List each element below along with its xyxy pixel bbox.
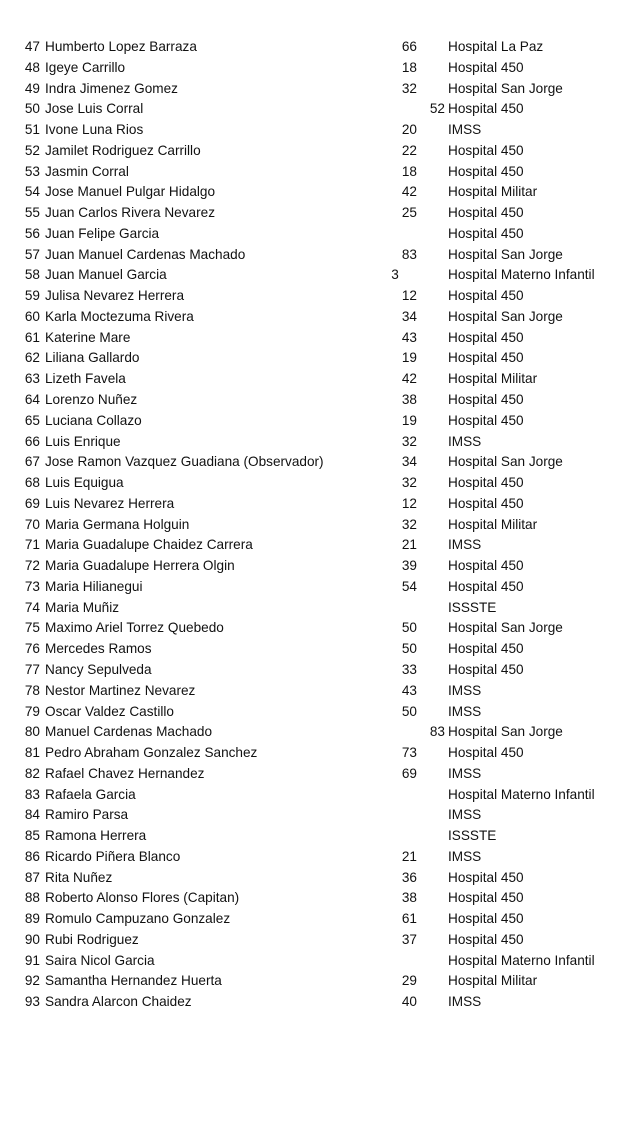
row-number: 62 [24,350,40,366]
row-value: 54 [401,578,417,594]
row-value: 38 [401,890,417,906]
participant-name: Lorenzo Nuñez [45,392,138,408]
row-value: 3 [391,267,399,283]
institution: Hospital San Jorge [448,80,563,96]
row-number: 89 [24,911,40,927]
row-value: 43 [401,329,417,345]
row-number: 88 [24,890,40,906]
institution: Hospital San Jorge [448,246,563,262]
participant-name: Roberto Alonso Flores (Capitan) [45,890,240,906]
list-row [0,473,640,494]
participant-name: Mercedes Ramos [45,641,152,657]
list-row [0,203,640,224]
list-row [0,58,640,79]
row-value: 37 [401,931,417,947]
participant-name: Ricardo Piñera Blanco [45,848,181,864]
row-value: 22 [401,142,417,158]
row-value: 38 [401,392,417,408]
institution: Hospital San Jorge [448,454,563,470]
row-value: 32 [401,433,417,449]
participant-name: Indra Jimenez Gomez [45,80,178,96]
list-row [0,660,640,681]
participant-name: Maximo Ariel Torrez Quebedo [45,620,224,636]
row-value: 18 [401,59,417,75]
participant-name: Luis Nevarez Herrera [45,495,175,511]
row-number: 74 [24,599,40,615]
list-row [0,432,640,453]
row-number: 86 [24,848,40,864]
institution: Hospital 450 [448,142,524,158]
institution: ISSSTE [448,599,497,615]
row-value: 29 [401,973,417,989]
list-row [0,909,640,930]
row-number: 82 [24,765,40,781]
row-number: 60 [24,308,40,324]
participant-name: Karla Moctezuma Rivera [45,308,194,324]
institution: Hospital 450 [448,101,524,117]
list-row [0,847,640,868]
list-row [0,120,640,141]
list-row [0,826,640,847]
participant-name: Rita Nuñez [45,869,113,885]
participant-name: Rafaela Garcia [45,786,136,802]
participant-name: Maria Germana Holguin [45,516,190,532]
row-value: 21 [401,848,417,864]
row-number: 91 [24,952,40,968]
list-row [0,515,640,536]
row-number: 65 [24,412,40,428]
institution: Hospital 450 [448,475,524,491]
row-number: 75 [24,620,40,636]
institution: IMSS [448,537,482,553]
list-row [0,618,640,639]
institution: IMSS [448,682,482,698]
institution: Hospital 450 [448,911,524,927]
row-number: 68 [24,475,40,491]
row-number: 69 [24,495,40,511]
row-value: 61 [401,911,417,927]
row-number: 48 [24,59,40,75]
institution: Hospital Materno Infantil [448,267,595,283]
list-row [0,348,640,369]
row-value: 73 [401,745,417,761]
list-row [0,182,640,203]
participant-name: Ivone Luna Rios [45,122,144,138]
participant-name: Liliana Gallardo [45,350,140,366]
row-number: 52 [24,142,40,158]
row-value: 32 [401,475,417,491]
list-row [0,307,640,328]
row-value: 66 [401,39,417,54]
row-value: 34 [401,454,417,470]
row-value: 69 [401,765,417,781]
row-value: 50 [401,620,417,636]
participant-name: Luis Enrique [45,433,121,449]
row-number: 76 [24,641,40,657]
participant-name: Ramiro Parsa [45,807,129,823]
participant-name: Ramona Herrera [45,828,147,844]
row-number: 55 [24,205,40,221]
row-number: 53 [24,163,40,179]
institution: Hospital 450 [448,890,524,906]
list-row [0,868,640,889]
list-row [0,245,640,266]
list-row [0,99,640,120]
participant-name: Jose Ramon Vazquez Guadiana (Observador) [45,454,324,470]
participant-name: Jamilet Rodriguez Carrillo [45,142,201,158]
row-value: 19 [401,350,417,366]
institution: IMSS [448,122,482,138]
list-row [0,722,640,743]
participant-name: Katerine Mare [45,329,131,345]
institution: IMSS [448,807,482,823]
row-number: 79 [24,703,40,719]
row-number: 81 [24,745,40,761]
row-value: 83 [429,724,445,740]
institution: Hospital San Jorge [448,308,563,324]
row-number: 83 [24,786,40,802]
participant-name: Igeye Carrillo [45,59,126,75]
participant-name: Sandra Alarcon Chaidez [45,994,192,1010]
row-value: 32 [401,516,417,532]
row-number: 90 [24,931,40,947]
row-number: 85 [24,828,40,844]
row-number: 72 [24,558,40,574]
row-value: 52 [429,101,445,117]
row-number: 71 [24,537,40,553]
row-number: 57 [24,246,40,262]
institution: Hospital 450 [448,931,524,947]
list-row [0,141,640,162]
participant-name: Maria Guadalupe Chaidez Carrera [45,537,253,553]
row-number: 64 [24,392,40,408]
list-row [0,79,640,100]
participant-name: Juan Carlos Rivera Nevarez [45,205,215,221]
list-row [0,328,640,349]
row-number: 47 [24,39,40,54]
list-row [0,743,640,764]
row-value: 40 [401,994,417,1010]
participant-name: Luis Equigua [45,475,124,491]
institution: Hospital San Jorge [448,724,563,740]
participant-name: Juan Felipe Garcia [45,225,160,241]
row-number: 73 [24,578,40,594]
institution: Hospital 450 [448,869,524,885]
institution: Hospital 450 [448,745,524,761]
participant-name: Romulo Campuzano Gonzalez [45,911,231,927]
row-value: 33 [401,661,417,677]
institution: Hospital Militar [448,516,538,532]
institution: Hospital Militar [448,973,538,989]
list-row [0,369,640,390]
row-value: 18 [401,163,417,179]
row-number: 93 [24,994,40,1010]
institution: Hospital Militar [448,184,538,200]
institution: Hospital 450 [448,392,524,408]
row-value: 43 [401,682,417,698]
row-value: 12 [401,288,417,304]
institution: Hospital 450 [448,495,524,511]
participant-name: Juan Manuel Garcia [45,267,167,283]
list-row [0,992,640,1013]
list-row [0,494,640,515]
row-value: 20 [401,122,417,138]
list-row [0,888,640,909]
row-number: 49 [24,80,40,96]
institution: Hospital 450 [448,288,524,304]
participant-name: Nancy Sepulveda [45,661,152,677]
participant-name: Maria Guadalupe Herrera Olgin [45,558,235,574]
row-number: 67 [24,454,40,470]
row-value: 34 [401,308,417,324]
row-value: 19 [401,412,417,428]
institution: Hospital 450 [448,558,524,574]
list-row [0,971,640,992]
participant-name: Saira Nicol Garcia [45,952,155,968]
row-number: 80 [24,724,40,740]
institution: Hospital La Paz [448,39,544,54]
list-row [0,224,640,245]
list-row [0,411,640,432]
participant-name: Jasmin Corral [45,163,129,179]
list-row [0,577,640,598]
row-value: 50 [401,641,417,657]
row-number: 78 [24,682,40,698]
participant-name: Nestor Martinez Nevarez [45,682,196,698]
list-row [0,785,640,806]
list-row [0,681,640,702]
list-row [0,639,640,660]
row-number: 84 [24,807,40,823]
list-row [0,556,640,577]
institution: ISSSTE [448,828,497,844]
row-value: 25 [401,205,417,221]
institution: Hospital Materno Infantil [448,786,595,802]
row-value: 83 [401,246,417,262]
row-number: 50 [24,101,40,117]
list-row [0,764,640,785]
row-number: 61 [24,329,40,345]
row-number: 63 [24,371,40,387]
row-number: 66 [24,433,40,449]
list-row [0,702,640,723]
participant-name: Jose Luis Corral [45,101,144,117]
institution: Hospital 450 [448,412,524,428]
list-row [0,951,640,972]
institution: Hospital 450 [448,205,524,221]
institution: Hospital 450 [448,661,524,677]
participant-name: Maria Muñiz [45,599,120,615]
row-value: 42 [401,184,417,200]
institution: IMSS [448,703,482,719]
institution: Hospital 450 [448,641,524,657]
institution: IMSS [448,433,482,449]
list-row [0,390,640,411]
row-value: 36 [401,869,417,885]
institution: IMSS [448,994,482,1010]
row-number: 70 [24,516,40,532]
participant-name: Pedro Abraham Gonzalez Sanchez [45,745,258,761]
row-value: 21 [401,537,417,553]
list-row [0,162,640,183]
row-number: 77 [24,661,40,677]
participant-name: Oscar Valdez Castillo [45,703,174,719]
participant-name: Rubi Rodriguez [45,931,139,947]
list-row [0,265,640,286]
institution: Hospital 450 [448,329,524,345]
row-value: 50 [401,703,417,719]
row-value: 12 [401,495,417,511]
list-row [0,930,640,951]
row-value: 42 [401,371,417,387]
list-row [0,805,640,826]
list-row [0,452,640,473]
institution: Hospital 450 [448,350,524,366]
institution: Hospital Militar [448,371,538,387]
row-number: 58 [24,267,40,283]
row-number: 92 [24,973,40,989]
row-number: 56 [24,225,40,241]
institution: IMSS [448,765,482,781]
row-value: 39 [401,558,417,574]
participant-list [0,37,640,1013]
participant-name: Lizeth Favela [45,371,126,387]
participant-name: Julisa Nevarez Herrera [45,288,185,304]
participant-name: Maria Hilianegui [45,578,143,594]
participant-name: Samantha Hernandez Huerta [45,973,222,989]
participant-name: Jose Manuel Pulgar Hidalgo [45,184,216,200]
list-row [0,286,640,307]
row-number: 54 [24,184,40,200]
row-number: 51 [24,122,40,138]
institution: Hospital Materno Infantil [448,952,595,968]
institution: IMSS [448,848,482,864]
row-value: 32 [401,80,417,96]
row-number: 59 [24,288,40,304]
institution: Hospital 450 [448,59,524,75]
list-row [0,37,640,58]
institution: Hospital 450 [448,578,524,594]
institution: Hospital 450 [448,225,524,241]
participant-name: Juan Manuel Cardenas Machado [45,246,246,262]
institution: Hospital San Jorge [448,620,563,636]
participant-name: Rafael Chavez Hernandez [45,765,205,781]
institution: Hospital 450 [448,163,524,179]
participant-name: Manuel Cardenas Machado [45,724,213,740]
row-number: 87 [24,869,40,885]
list-row [0,535,640,556]
participant-name: Luciana Collazo [45,412,142,428]
list-row [0,598,640,619]
participant-name: Humberto Lopez Barraza [45,39,197,54]
